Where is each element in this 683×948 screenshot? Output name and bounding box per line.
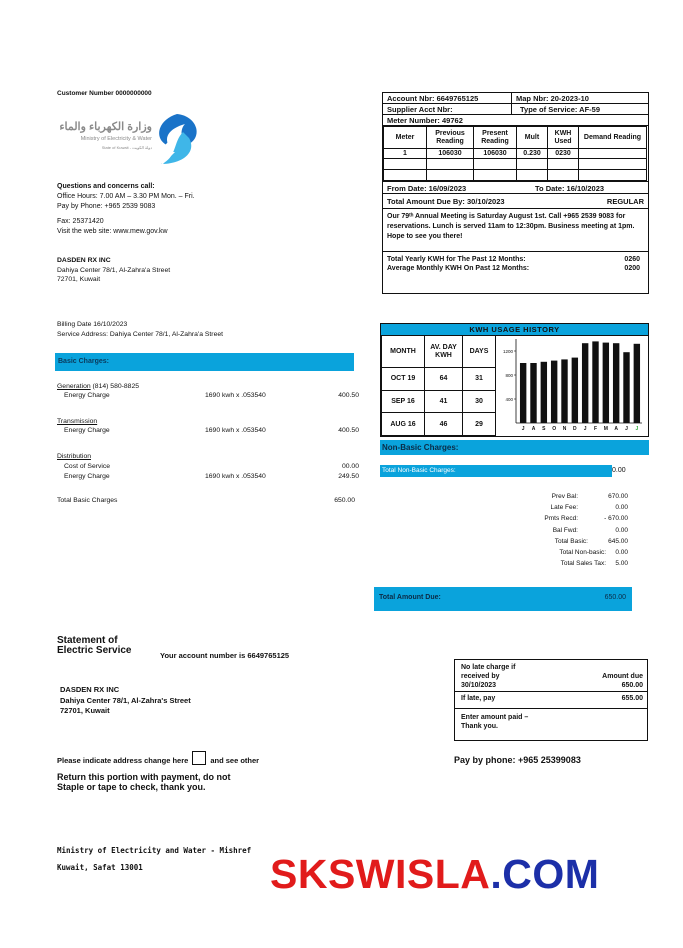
meter-header: Meter [384,127,427,149]
chart-x-tick-label: J [635,426,639,432]
billing-date: Billing Date 16/10/2023 [57,321,128,328]
history-cell: SEP 16 [382,390,425,413]
chart-x-tick-label: J [625,426,628,432]
statement-city: 72701, Kuwait [60,706,110,715]
if-late-label: If late, pay [461,695,496,702]
cost-of-service: Cost of Service [64,463,111,470]
history-cell: 64 [425,368,463,391]
history-header: MONTH [382,336,425,368]
summary-value: 670.00 [608,493,628,500]
meter-cell: 106030 [474,149,517,159]
chart-y-tick-label: 1200 [502,349,513,354]
meter-cell: 1 [384,149,427,159]
statement-account-number: Your account number is 6649765125 [160,651,290,660]
chart-x-tick-label: J [583,426,587,432]
kwh-usage-history [380,323,649,437]
statement-title [57,636,132,656]
meter-cell: 106030 [427,149,474,159]
chart-x-tick-label: D [573,426,577,432]
chart-y-tick-label: 400 [505,397,513,402]
history-cell: OCT 19 [382,368,425,391]
pay-by-phone: Pay by phone: +965 25399083 [454,755,581,765]
total-non-basic-label: Total Non-Basic Charges: [380,465,612,477]
dist-amount: 249.50 [338,473,359,480]
chart-bar [613,343,619,423]
cost-amount: 00.00 [341,463,359,470]
account-summary [500,491,628,569]
total-non-basic-value: 0.00 [612,467,626,474]
gen-energy-charge: Energy Charge [64,392,110,399]
history-header: AV. DAY KWH [425,336,463,368]
history-cell: AUG 16 [382,413,425,436]
summary-value: 0.00 [615,526,628,534]
trans-amount: 400.50 [338,427,359,434]
due-date: 30/10/2023 [461,682,497,689]
monthly-kwh-label: Average Monthly KWH On Past 12 Months: [387,265,530,272]
summary-value: 0.00 [615,504,628,512]
summary-row [500,502,628,513]
generation-phone: (814) 580-8825 [92,383,140,390]
meter-table [383,126,647,181]
contact-phone: Pay by Phone: +965 2539 9083 [57,203,156,210]
history-header: DAYS [463,336,496,368]
address-change-text: Please indicate address change here [57,756,189,765]
type-of-service: Type of Service: AF-59 [520,105,601,114]
summary-value: - 670.00 [604,515,628,523]
chart-x-tick-label: A [531,426,536,432]
amount-due-value: 650.00 [604,594,626,601]
contact-heading: Questions and concerns call: [57,183,155,190]
yearly-kwh-value: 0260 [624,256,640,263]
chart-bar [561,359,567,423]
logo-sub: State of Kuwait - دولة الكويت [101,145,152,150]
meter-number: Meter Number: 49762 [387,116,463,125]
summary-value: 645.00 [608,537,628,545]
chart-x-tick-label: A [614,426,618,432]
chart-bar [592,341,598,423]
summary-row [500,536,628,547]
footer-line1: Ministry of Electricity and Water - Mishref [57,846,252,855]
chart-bar [551,361,557,423]
summary-label: Total Non-basic: [559,549,606,557]
late-amount: 655.00 [621,695,643,702]
no-late-line2: received by [461,673,500,680]
summary-row [500,491,628,502]
return-line2: Staple or tape to check, thank you. [57,781,206,792]
history-cell: 46 [425,413,463,436]
non-basic-header: Non-Basic Charges: [380,440,649,455]
to-date: To Date: 16/10/2023 [535,184,605,193]
from-date: From Date: 16/09/2023 [387,184,467,193]
total-basic-amount: 650.00 [334,497,355,504]
due-amount: 650.00 [621,682,643,689]
contact-fax: Fax: 25371420 [57,218,104,225]
chart-bar [634,344,640,423]
regular-label: REGULAR [606,197,644,206]
annual-meeting-notice: Our 79ᵗʰ Annual Meeting is Saturday August 1st. Call +965 2539 9083 for reservations. Lunch is served 11am to 12:30pm. Business meeting at 1pm. Hope to see you there! [383,209,648,252]
meter-number-row [383,115,648,126]
skswisla-watermark [270,850,599,898]
kwh-summary [383,252,648,278]
chart-x-tick-label: O [552,426,557,432]
due-by-row [383,194,648,209]
summary-row [500,547,628,558]
chart-bar [603,343,609,423]
customer-number: Customer Number 0000000000 [57,90,152,97]
customer-city: 72701, Kuwait [57,276,101,283]
map-nbr: Map Nbr: 20-2023-10 [516,94,589,103]
gen-amount: 400.50 [338,392,359,399]
return-instructions [57,773,231,792]
history-cell: 30 [463,390,496,413]
summary-label: Bal Fwd: [552,526,578,534]
summary-row [500,525,628,536]
chart-y-tick-label: 800 [505,373,513,378]
chart-bar [541,362,547,423]
address-change-text-post: and see other [210,756,260,765]
generation-label: Generation [57,383,91,390]
customer-street: Dahiya Center 78/1, Al-Zahra'a Street [57,266,171,274]
statement-title-line2: Electric Service [57,645,132,656]
account-nbr: Account Nbr: 6649765125 [387,94,479,103]
statement-title-line1: Statement of [57,635,118,646]
monthly-kwh-value: 0200 [624,265,640,272]
history-cell: 29 [463,413,496,436]
chart-bar [582,343,588,423]
address-change-line [57,751,259,765]
return-line1: Return this portion with payment, do not [57,772,231,782]
amount-due-heading: Amount due [602,673,643,680]
meter-header: Present Reading [474,127,517,149]
transmission-label: Transmission [57,418,98,425]
summary-label: Prev Bal: [551,493,578,500]
history-cell: 31 [463,368,496,391]
summary-label: Pmts Recd: [544,515,578,523]
kwh-usage-chart [496,335,647,436]
mew-logo [57,106,202,168]
chart-x-tick-label: F [593,426,598,432]
meter-cell: 0230 [548,149,579,159]
total-due-by: Total Amount Due By: 30/10/2023 [387,197,505,206]
summary-label: Total Sales Tax: [560,560,606,568]
enter-amount-line2: Thank you. [461,723,498,730]
footer-address [57,842,251,876]
supplier-row [383,104,648,115]
meter-header: Mult [517,127,548,149]
account-info-box [382,92,649,294]
chart-bar [530,363,536,423]
address-change-checkbox[interactable] [192,751,206,765]
chart-x-tick-label: S [542,426,546,432]
account-row [383,93,648,104]
gen-rate: 1690 kwh x .053540 [205,392,266,399]
history-cell: 41 [425,390,463,413]
contact-hours: Office Hours: 7.00 AM – 3.30 PM Mon. – Fri. [57,193,195,200]
summary-value: 0.00 [615,549,628,557]
customer-address [57,256,170,285]
dist-energy-charge: Energy Charge [64,473,110,480]
statement-name: DASDEN RX INC [60,685,120,694]
supplier-acct: Supplier Acct Nbr: [387,105,453,114]
meter-header: KWH Used [548,127,579,149]
date-row [383,181,648,194]
chart-bar [572,358,578,423]
yearly-kwh-label: Total Yearly KWH for The Past 12 Months: [387,256,526,263]
meter-cell [579,149,647,159]
chart-x-tick-label: N [562,426,567,432]
customer-name: DASDEN RX INC [57,257,111,264]
no-late-line1: No late charge if [461,664,516,671]
service-address: Service Address: Dahiya Center 78/1, Al-Zahra'a Street [57,331,224,338]
summary-label: Total Basic: [554,537,588,545]
amount-due-label: Total Amount Due: [379,594,441,601]
summary-row [500,558,628,569]
total-amount-due-bar [374,587,632,611]
statement-street: Dahiya Center 78/1, Al-Zahra's Street [60,695,191,705]
dist-rate: 1690 kwh x .053540 [205,473,266,480]
trans-energy-charge: Energy Charge [64,427,110,434]
contact-web: Visit the web site: www.mew.gov.kw [57,228,168,235]
total-basic-label: Total Basic Charges [57,497,118,504]
meter-header: Previous Reading [427,127,474,149]
billing-info [57,320,223,340]
chart-bar [520,363,526,423]
summary-label: Late Fee: [550,504,578,512]
basic-charges-header: Basic Charges: [55,353,354,371]
watermark-blue: .COM [490,851,600,897]
chart-bar [623,352,629,423]
trans-rate: 1690 kwh x .053540 [205,427,266,434]
contact-block [57,182,195,237]
enter-amount-line1: Enter amount paid – [461,714,529,721]
history-table [381,335,496,436]
meter-header: Demand Reading [579,127,647,149]
summary-row [500,513,628,524]
watermark-red: SKSWISLA [270,851,491,897]
chart-x-tick-label: M [603,426,608,432]
history-title: KWH USAGE HISTORY [381,324,648,336]
distribution-label: Distribution [57,453,91,460]
footer-line2: Kuwait, Safat 13001 [57,863,143,872]
logo-arabic: وزارة الكهرباء والماء [59,121,152,133]
statement-address [60,685,191,717]
payment-due-box [454,659,648,741]
meter-cell: 0.230 [517,149,548,159]
logo-english: Ministry of Electricity & Water [80,136,152,142]
chart-x-tick-label: J [521,426,525,432]
summary-value: 5.00 [615,560,628,568]
